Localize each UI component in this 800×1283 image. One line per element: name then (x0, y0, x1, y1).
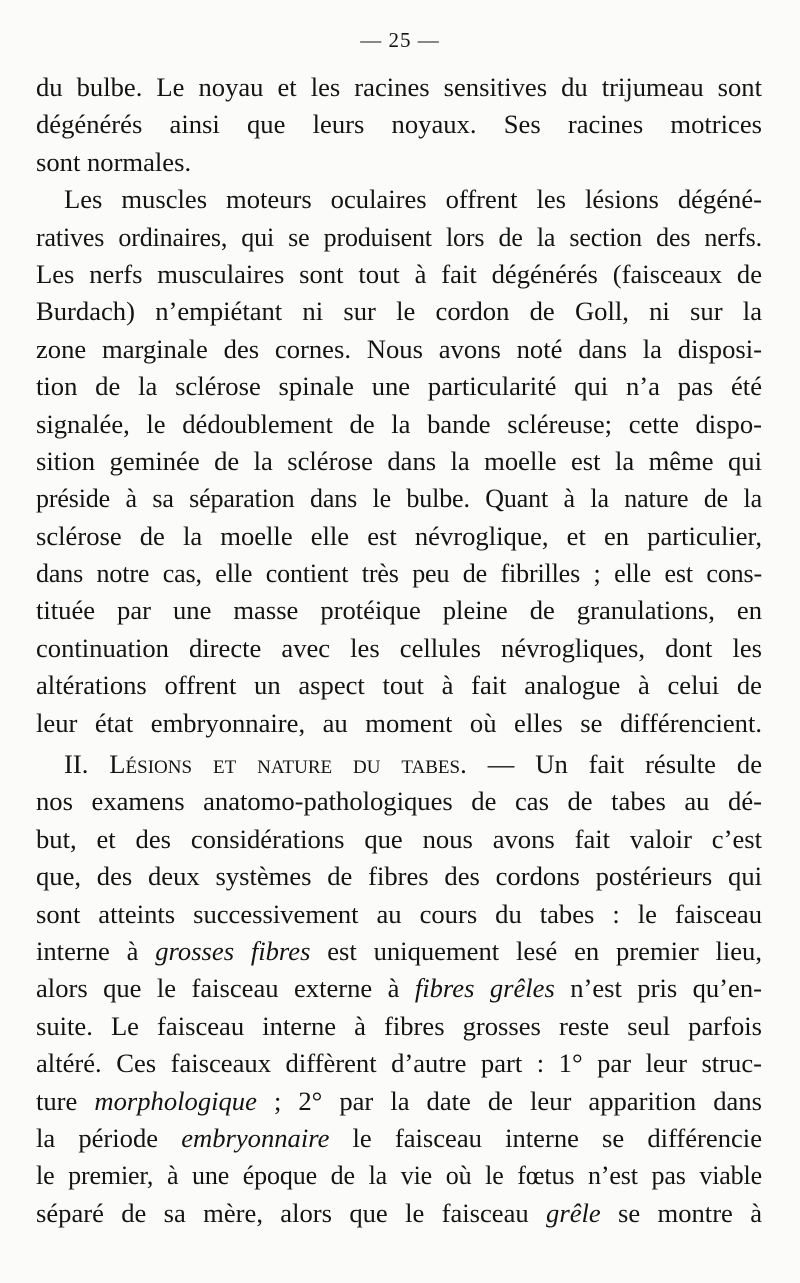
text-line: du bulbe. Le noyau et les racines sensitives du trijumeau sont (36, 72, 762, 102)
text-line: altéré. Ces faisceaux diffèrent d’autre part : 1° par leur struc- (36, 1048, 762, 1079)
italic-term: morphologique (94, 1085, 257, 1116)
text-line: tion de la sclérose spinale une particularité qui n’a pas été (36, 371, 762, 402)
text-line: tituée par une masse protéique pleine de granulations, en (36, 595, 762, 626)
text-line: le premier, à une époque de la vie où le fœtus n’est pas viable (36, 1161, 762, 1191)
text-line: nos examens anatomo-pathologiques de cas de tabes au dé- (36, 786, 762, 817)
text-line: dans notre cas, elle contient très peu de fibrilles ; elle est cons- (36, 559, 762, 589)
text-line: leur état embryonnaire, au moment où elles se différencient. (36, 707, 762, 738)
text-fragment: se montre à (600, 1197, 762, 1228)
text-fragment: alors que le faisceau externe à (36, 973, 415, 1004)
page-number: — 25 — (360, 28, 440, 52)
text-fragment: ture (36, 1085, 95, 1116)
section-heading: II. Lésions et nature du tabes. (64, 749, 467, 780)
italic-term: grêle (546, 1197, 601, 1228)
text-fragment: — Un fait résulte de (466, 749, 762, 780)
text-fragment: ; 2° par la date de leur apparition dans (256, 1085, 762, 1116)
text-line: que, des deux systèmes de fibres des cordons postérieurs qui (36, 861, 762, 892)
section-heading-line (36, 746, 762, 783)
italic-term: grosses fibres (155, 935, 311, 966)
text-line: but, et des considérations que nous avons fait valoir c’est (36, 823, 762, 854)
italic-term: embryonnaire (181, 1122, 330, 1153)
text-line: continuation directe avec les cellules névrogliques, dont les (36, 632, 762, 663)
text-fragment: interne à (36, 935, 156, 966)
text-line (36, 1083, 762, 1120)
text-line: ratives ordinaires, qui se produisent lors de la section des nerfs. (36, 222, 762, 252)
text-line: dégénérés ainsi que leurs noyaux. Ses racines motrices (36, 109, 762, 140)
text-line: altérations offrent un aspect tout à fait analogue à celui de (36, 670, 762, 701)
text-fragment: séparé de sa mère, alors que le faisceau (36, 1197, 547, 1228)
text-fragment: n’est pris qu’en- (554, 973, 762, 1004)
text-line: suite. Le faisceau interne à fibres grosses reste seul parfois (36, 1010, 762, 1041)
text-fragment: le faisceau interne se différencie (329, 1122, 762, 1153)
italic-term: fibres grêles (414, 973, 555, 1004)
text-fragment: est uniquement lesé en premier lieu, (310, 935, 762, 966)
body-text (36, 69, 762, 1232)
text-line (36, 1195, 762, 1232)
text-line (36, 933, 762, 970)
text-line (36, 1120, 762, 1157)
text-line: sclérose de la moelle elle est névroglique, et en particulier, (36, 520, 762, 551)
text-line (36, 970, 762, 1007)
text-line: Burdach) n’empiétant ni sur le cordon de Goll, ni sur la (36, 296, 762, 327)
text-line: Les nerfs musculaires sont tout à fait dégénérés (faisceaux de (36, 258, 762, 289)
text-line: sont atteints successivement au cours du tabes : le faisceau (36, 898, 762, 929)
text-line: Les muscles moteurs oculaires offrent les lésions dégéné- (64, 184, 762, 215)
text-line: signalée, le dédoublement de la bande scléreuse; cette dispo- (36, 408, 762, 439)
text-line: zone marginale des cornes. Nous avons noté dans la disposi- (36, 333, 762, 364)
text-line: sition geminée de la sclérose dans la moelle est la même qui (36, 445, 762, 476)
text-line: préside à sa séparation dans le bulbe. Quant à la nature de la (36, 484, 762, 514)
text-line: sont normales. (36, 146, 192, 177)
text-fragment: la période (36, 1122, 182, 1153)
